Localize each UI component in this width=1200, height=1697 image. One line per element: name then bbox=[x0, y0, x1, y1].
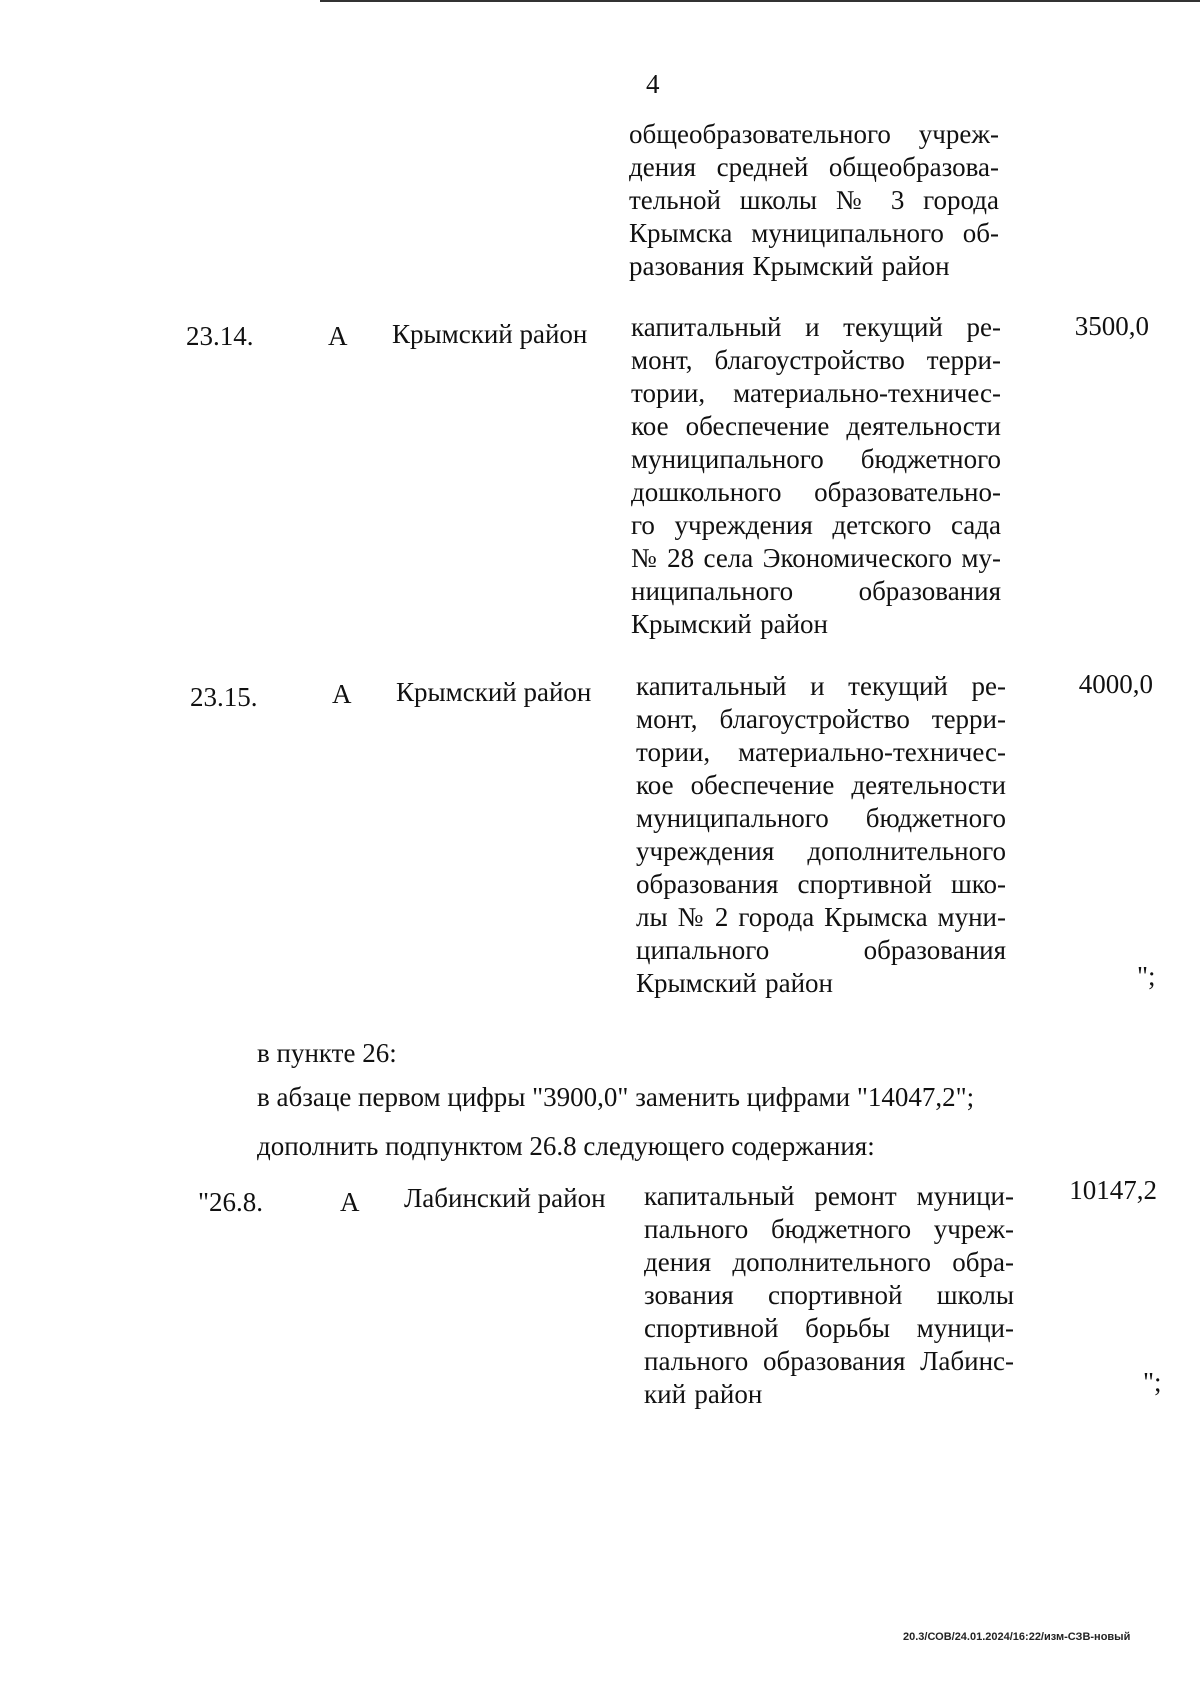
description-line: тории, материально-техничес- bbox=[636, 737, 1006, 767]
description-line: дошкольного образовательно- bbox=[631, 477, 1001, 507]
description-line: Крымска муниципального об- bbox=[629, 218, 999, 248]
description-line: общеобразовательного учреж- bbox=[629, 119, 999, 149]
instruction-paragraph: дополнить подпунктом 26.8 следующего содержания: bbox=[257, 1131, 875, 1161]
row-district: Лабинский район bbox=[404, 1183, 606, 1213]
document-stamp: 20.3/СОВ/24.01.2024/16:22/изм-СЗВ-новый bbox=[903, 1631, 1131, 1643]
description-line: монт, благоустройство терри- bbox=[636, 704, 1006, 734]
row-description bbox=[636, 670, 1006, 1000]
row-description bbox=[644, 1180, 1014, 1411]
description-line: го учреждения детского сада bbox=[631, 510, 1001, 540]
description-line: капитальный и текущий ре- bbox=[631, 312, 1001, 342]
description-line: пального образования Лабинс- bbox=[644, 1346, 1014, 1376]
row-district: Крымский район bbox=[396, 677, 592, 707]
closing-quote-mark: "; bbox=[1137, 961, 1156, 991]
description-line: спортивной борьбы муници- bbox=[644, 1313, 1014, 1343]
description-line: дения средней общеобразова- bbox=[629, 152, 999, 182]
description-line: зования спортивной школы bbox=[644, 1280, 1014, 1310]
description-line: кое обеспечение деятельности bbox=[636, 770, 1006, 800]
row-amount: 3500,0 bbox=[1074, 311, 1149, 341]
continuation-description bbox=[629, 118, 999, 283]
description-line: ниципального образования bbox=[631, 576, 1001, 606]
row-letter: А bbox=[328, 321, 348, 351]
row-letter: А bbox=[332, 679, 352, 709]
description-line: пального бюджетного учреж- bbox=[644, 1214, 1014, 1244]
row-number: 23.15. bbox=[190, 682, 258, 712]
row-letter: А bbox=[340, 1187, 360, 1217]
page-number: 4 bbox=[646, 69, 660, 99]
closing-quote-mark: "; bbox=[1143, 1367, 1162, 1397]
description-line: лы № 2 города Крымска муни- bbox=[636, 902, 1006, 932]
description-line: образования спортивной шко- bbox=[636, 869, 1006, 899]
description-line: муниципального бюджетного bbox=[636, 803, 1006, 833]
description-line: Крымский район bbox=[631, 609, 828, 639]
description-line: кий район bbox=[644, 1379, 763, 1409]
row-amount: 4000,0 bbox=[1078, 669, 1153, 699]
row-amount: 10147,2 bbox=[1069, 1175, 1157, 1205]
row-number: 23.14. bbox=[186, 321, 254, 351]
description-line: учреждения дополнительного bbox=[636, 836, 1006, 866]
row-description bbox=[631, 311, 1001, 641]
description-line: капитальный ремонт муници- bbox=[644, 1181, 1014, 1211]
description-line: Крымский район bbox=[636, 968, 833, 998]
description-line: разования Крымский район bbox=[629, 251, 950, 281]
description-line: кое обеспечение деятельности bbox=[631, 411, 1001, 441]
description-line: тории, материально-техничес- bbox=[631, 378, 1001, 408]
description-line: ципального образования bbox=[636, 935, 1006, 965]
description-line: № 28 села Экономического му- bbox=[631, 543, 1001, 573]
description-line: капитальный и текущий ре- bbox=[636, 671, 1006, 701]
description-line: монт, благоустройство терри- bbox=[631, 345, 1001, 375]
scan-top-edge bbox=[320, 0, 1200, 2]
instruction-paragraph: в абзаце первом цифры "3900,0" заменить цифрами "14047,2"; bbox=[257, 1082, 975, 1112]
description-line: дения дополнительного обра- bbox=[644, 1247, 1014, 1277]
instruction-paragraph: в пункте 26: bbox=[257, 1038, 397, 1068]
row-number: "26.8. bbox=[198, 1187, 264, 1217]
description-line: тельной школы № 3 города bbox=[629, 185, 999, 215]
description-line: муниципального бюджетного bbox=[631, 444, 1001, 474]
row-district: Крымский район bbox=[392, 319, 588, 349]
